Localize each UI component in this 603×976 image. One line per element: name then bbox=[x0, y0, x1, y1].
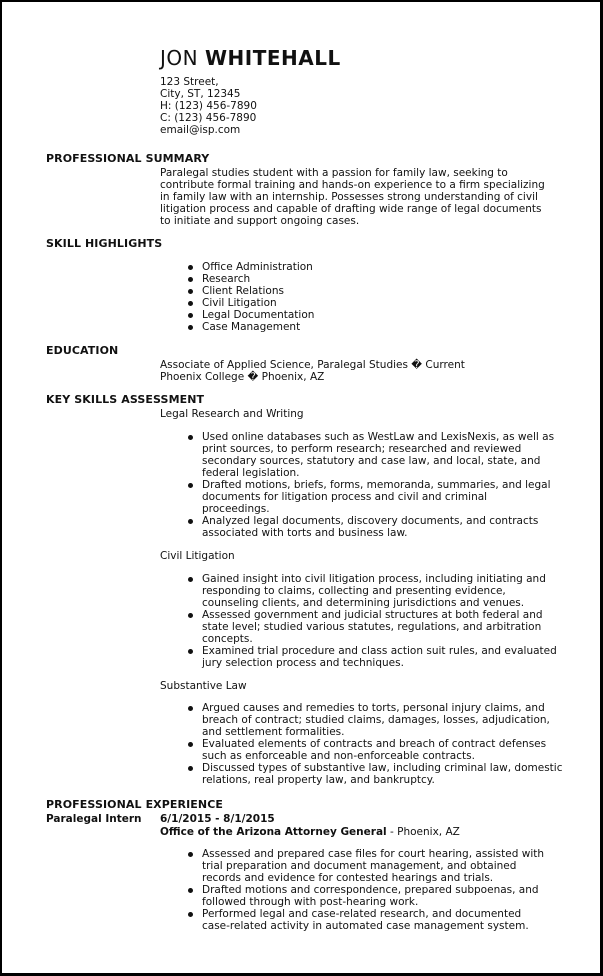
bullet-line: Evaluated elements of contracts and breach of contract defenses bbox=[202, 738, 547, 750]
skill-group-title: Civil Litigation bbox=[160, 550, 235, 562]
bullet-line: Drafted motions, briefs, forms, memoranda, summaries, and legal bbox=[202, 479, 551, 491]
bullet-line: federal legislation. bbox=[202, 467, 300, 479]
bullet-line: followed through with post-hearing work. bbox=[202, 896, 419, 908]
bullet-line: Gained insight into civil litigation process, including initiating and bbox=[202, 573, 546, 585]
summary-line: in family law with an internship. Possesses strong understanding of civil bbox=[160, 191, 538, 203]
summary-line: Paralegal studies student with a passion for family law, seeking to bbox=[160, 167, 508, 179]
bullet-line: Discussed types of substantive law, including criminal law, domestic bbox=[202, 762, 563, 774]
bullet-line: Drafted motions and correspondence, prepared subpoenas, and bbox=[202, 884, 539, 896]
section-heading-experience: PROFESSIONAL EXPERIENCE bbox=[46, 798, 224, 811]
last-name: WHITEHALL bbox=[204, 46, 341, 70]
bullet-line: proceedings. bbox=[202, 503, 270, 515]
bullet-line: Assessed and prepared case files for court hearing, assisted with bbox=[202, 848, 545, 860]
list-item bbox=[188, 479, 554, 515]
list-item: Legal Documentation bbox=[188, 309, 314, 321]
summary-paragraph bbox=[160, 167, 560, 227]
list-item bbox=[188, 848, 544, 884]
bullet-line: relations, real property law, and bankruptcy. bbox=[202, 774, 435, 786]
skill-group-title: Legal Research and Writing bbox=[160, 408, 304, 420]
skill-group-list bbox=[188, 573, 557, 669]
summary-line: contribute formal training and hands-on experience to a firm specializing bbox=[160, 179, 545, 191]
bullet-line: Examined trial procedure and class action suit rules, and evaluated bbox=[202, 645, 557, 657]
skill-group-title: Substantive Law bbox=[160, 680, 247, 692]
list-item bbox=[188, 609, 557, 645]
city-line: City, ST, 12345 bbox=[160, 88, 241, 100]
education-block bbox=[160, 359, 465, 383]
first-name: JON bbox=[160, 46, 199, 70]
school-line: Phoenix College � Phoenix, AZ bbox=[160, 371, 325, 383]
bullet-line: secondary sources, statutory and case law, and local, state, and bbox=[202, 455, 541, 467]
home-phone: H: (123) 456-7890 bbox=[160, 100, 257, 112]
bullet-line: Analyzed legal documents, discovery documents, and contracts bbox=[202, 515, 539, 527]
bullet-line: Assessed government and judicial structures at both federal and bbox=[202, 609, 543, 621]
degree-line: Associate of Applied Science, Paralegal Studies � Current bbox=[160, 359, 465, 371]
list-item bbox=[188, 702, 562, 738]
job-dates: 6/1/2015 - 8/1/2015 bbox=[160, 813, 275, 825]
bullet-line: associated with torts and business law. bbox=[202, 527, 408, 539]
bullet-line: state level; studied various statutes, regulations, and arbitration bbox=[202, 621, 542, 633]
bullet-line: counseling clients, and determining jurisdictions and venues. bbox=[202, 597, 525, 609]
bullet-line: breach of contract; studied claims, damages, losses, adjudication, bbox=[202, 714, 550, 726]
experience-list bbox=[188, 848, 544, 932]
bullet-line: Performed legal and case-related research, and documented bbox=[202, 908, 522, 920]
bullet-line: responding to claims, collecting and presenting evidence, bbox=[202, 585, 506, 597]
skill-group-list bbox=[188, 702, 562, 786]
address-line: 123 Street, bbox=[160, 76, 219, 88]
skills-list bbox=[188, 261, 314, 333]
list-item: Research bbox=[188, 273, 314, 285]
list-item bbox=[188, 573, 557, 609]
bullet-line: concepts. bbox=[202, 633, 253, 645]
summary-line: litigation process and capable of drafting wide range of legal documents bbox=[160, 203, 542, 215]
list-item: Client Relations bbox=[188, 285, 314, 297]
employer-line bbox=[160, 826, 460, 838]
section-heading-summary: PROFESSIONAL SUMMARY bbox=[46, 152, 210, 165]
bullet-line: trial preparation and document management, and obtained bbox=[202, 860, 517, 872]
section-heading-skills: SKILL HIGHLIGHTS bbox=[46, 237, 163, 250]
section-heading-education: EDUCATION bbox=[46, 344, 119, 357]
list-item bbox=[188, 762, 562, 786]
employer-name: Office of the Arizona Attorney General bbox=[160, 826, 387, 838]
list-item bbox=[188, 431, 554, 479]
bullet-line: documents for litigation process and civil and criminal bbox=[202, 491, 488, 503]
bullet-line: records and evidence for contested hearings and trials. bbox=[202, 872, 494, 884]
bullet-line: Argued causes and remedies to torts, personal injury claims, and bbox=[202, 702, 545, 714]
list-item bbox=[188, 645, 557, 669]
summary-line: to initiate and support ongoing cases. bbox=[160, 215, 360, 227]
bullet-line: such as enforceable and non-enforceable contracts. bbox=[202, 750, 475, 762]
list-item: Case Management bbox=[188, 321, 314, 333]
list-item bbox=[188, 738, 562, 762]
bullet-line: and settlement formalities. bbox=[202, 726, 345, 738]
skill-group-list bbox=[188, 431, 554, 539]
email: email@isp.com bbox=[160, 124, 241, 136]
job-title: Paralegal Intern bbox=[46, 813, 142, 825]
list-item bbox=[188, 908, 544, 932]
employer-location: - Phoenix, AZ bbox=[386, 826, 460, 838]
bullet-line: print sources, to perform research; researched and reviewed bbox=[202, 443, 522, 455]
list-item: Civil Litigation bbox=[188, 297, 314, 309]
cell-phone: C: (123) 456-7890 bbox=[160, 112, 257, 124]
bullet-line: Used online databases such as WestLaw and LexisNexis, as well as bbox=[202, 431, 555, 443]
list-item bbox=[188, 884, 544, 908]
list-item: Office Administration bbox=[188, 261, 314, 273]
candidate-name bbox=[160, 46, 341, 70]
contact-block bbox=[160, 76, 257, 136]
list-item bbox=[188, 515, 554, 539]
bullet-line: case-related activity in automated case management system. bbox=[202, 920, 529, 932]
bullet-line: jury selection process and techniques. bbox=[202, 657, 404, 669]
section-heading-key-skills: KEY SKILLS ASSESSMENT bbox=[46, 393, 205, 406]
